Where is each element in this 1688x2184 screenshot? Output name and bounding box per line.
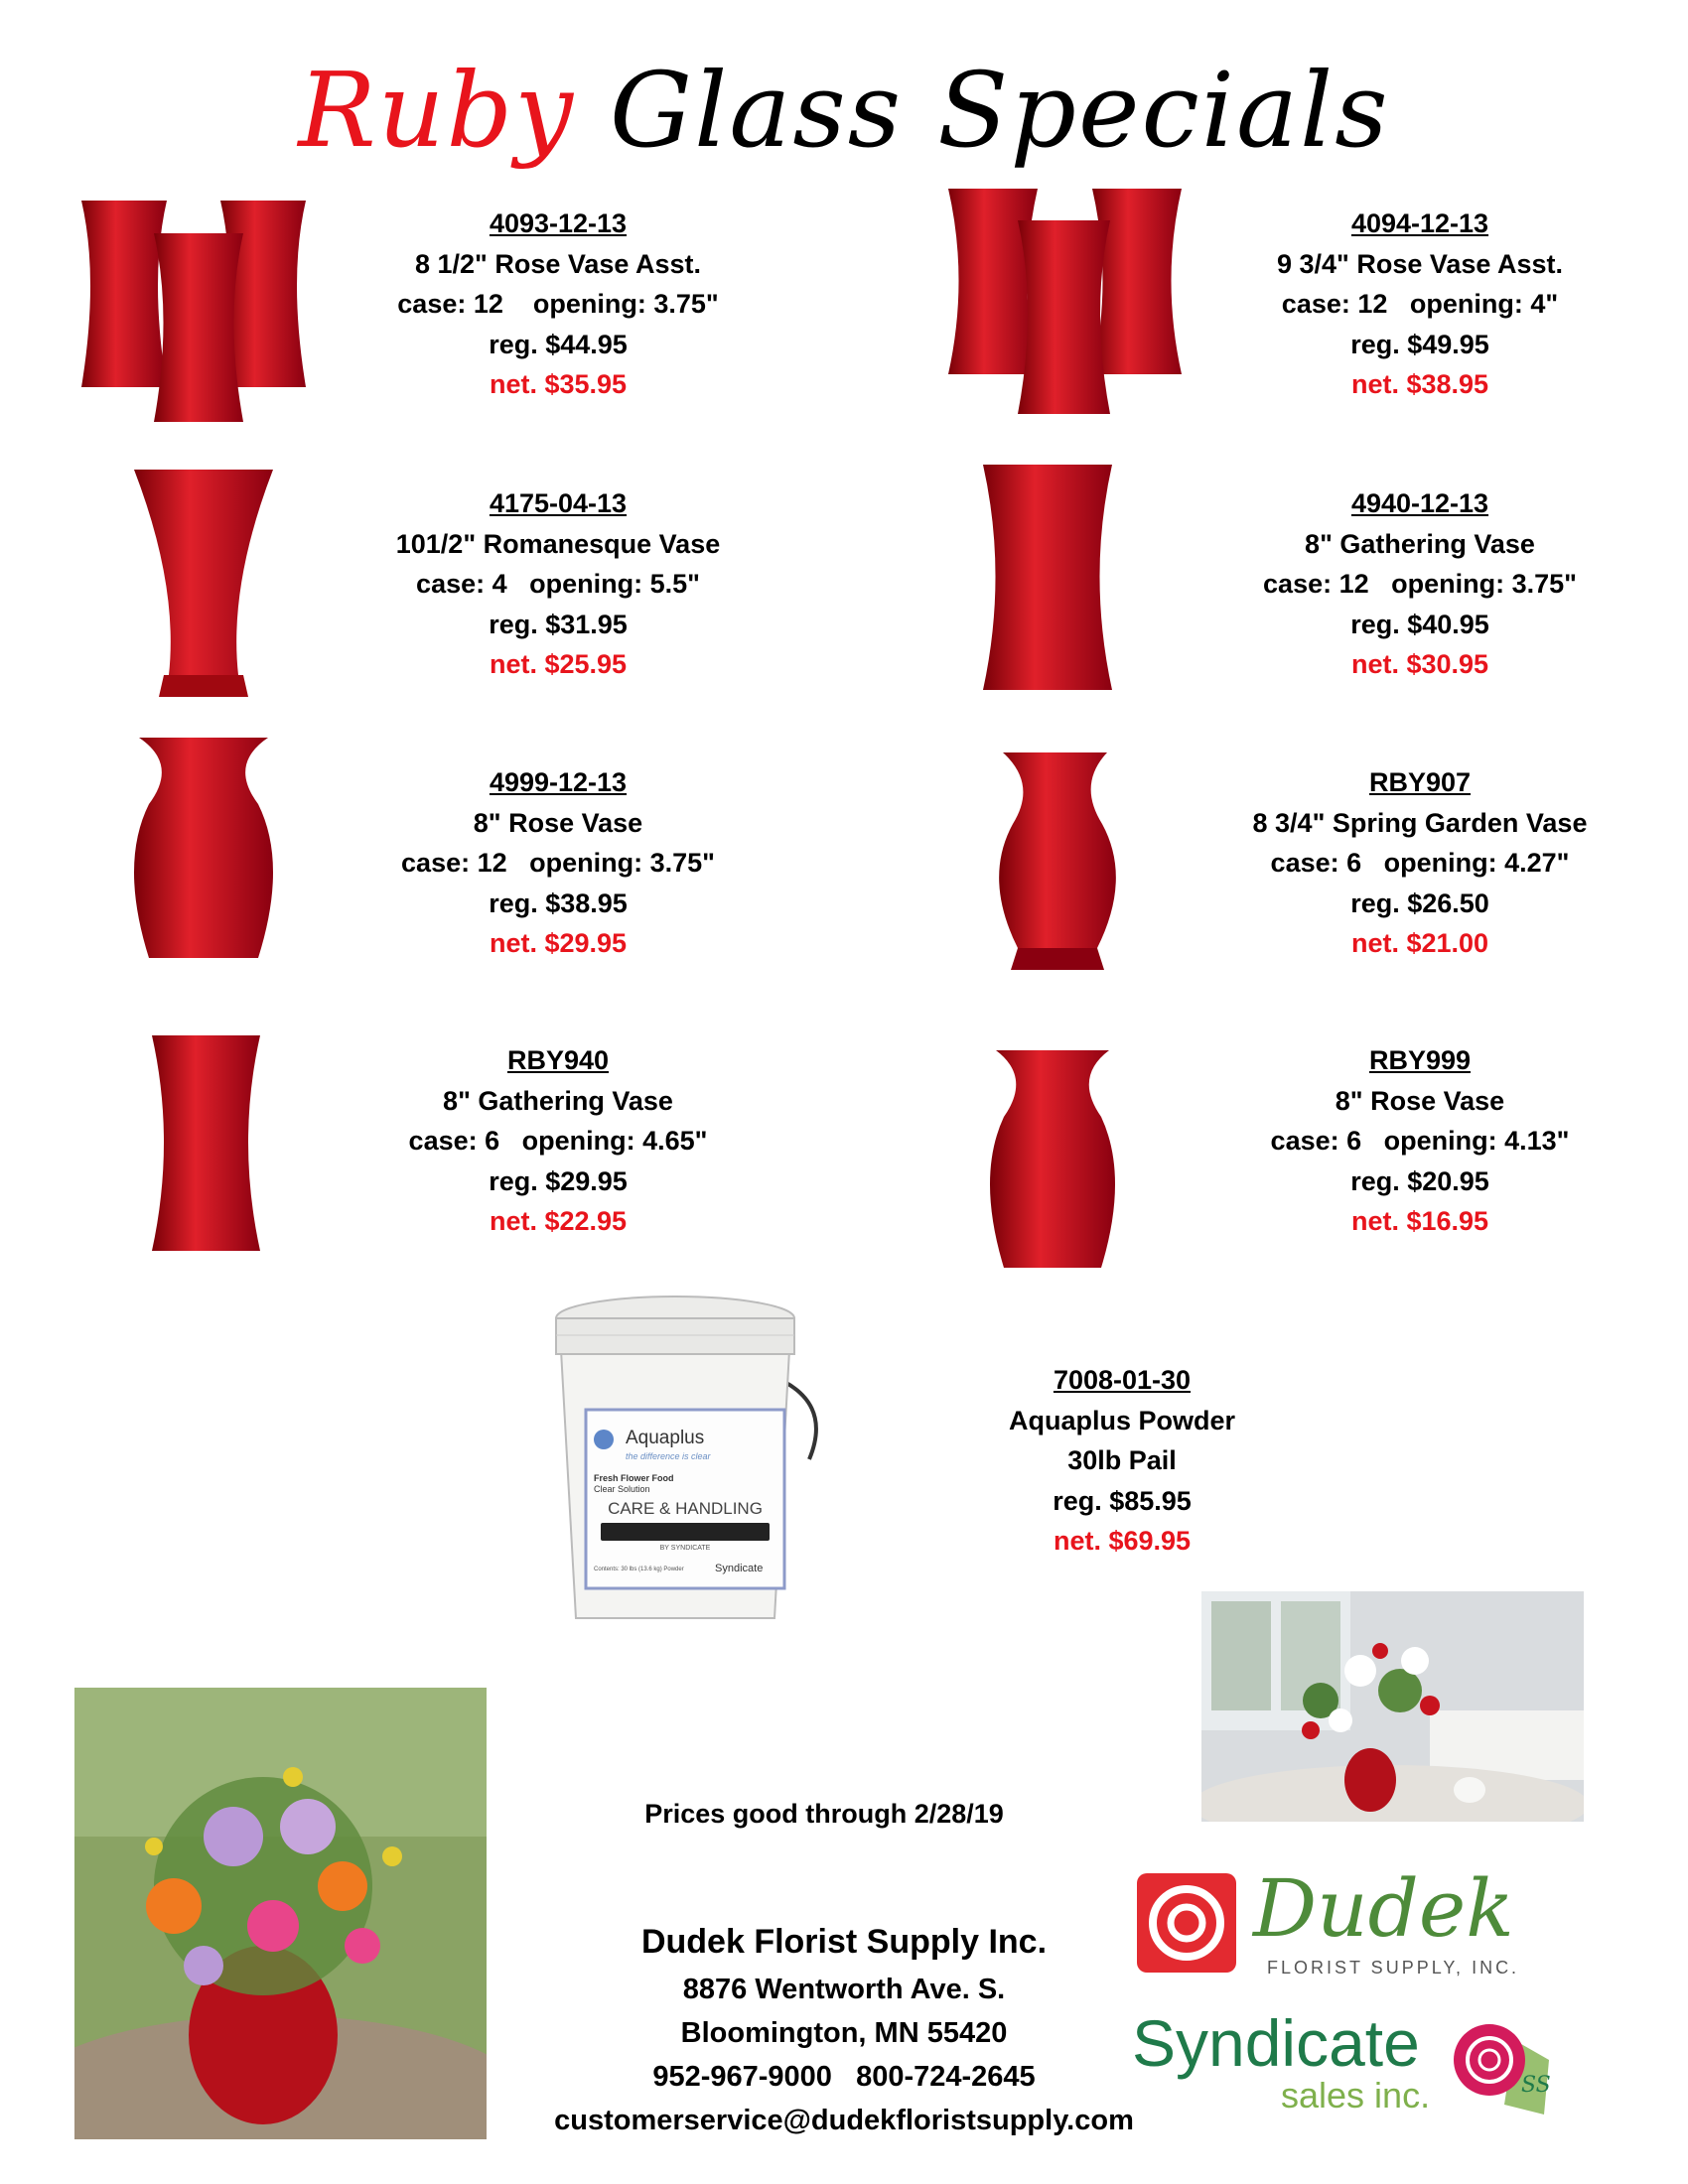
product-name: Aquaplus Powder <box>1008 1405 1236 1435</box>
arrangement-photo-table <box>1201 1591 1584 1822</box>
gathering-vase-image-4940 <box>978 462 1117 695</box>
spring-garden-vase-image <box>983 750 1132 973</box>
product-net-price: net. $29.95 <box>489 928 628 958</box>
product-case: case: 4 opening: 5.5" <box>416 569 700 599</box>
pail-label-drops <box>601 1523 770 1541</box>
product-4175 <box>320 483 796 685</box>
product-net-price: net. $25.95 <box>489 649 628 679</box>
price-validity-note: Prices good through 2/28/19 <box>644 1799 1004 1829</box>
product-reg-price: reg. $44.95 <box>489 329 628 359</box>
product-code: 4093-12-13 <box>489 208 628 238</box>
product-name: 9 3/4" Rose Vase Asst. <box>1277 248 1563 279</box>
product-case: case: 6 opening: 4.13" <box>1270 1126 1570 1156</box>
syndicate-logo-sub: sales inc. <box>1281 2075 1431 2116</box>
pail-label-brand: Aquaplus <box>626 1428 705 1448</box>
company-street: 8876 Wentworth Ave. S. <box>682 1974 1006 2005</box>
product-net-price: net. $16.95 <box>1350 1206 1489 1236</box>
syndicate-logo-name: Syndicate <box>1132 2006 1420 2080</box>
product-rby999 <box>1182 1040 1658 1242</box>
product-rby907 <box>1182 762 1658 964</box>
product-case: case: 12 opening: 4" <box>1281 289 1559 319</box>
product-code: RBY999 <box>1368 1045 1472 1075</box>
product-case: case: 12 opening: 3.75" <box>397 289 719 319</box>
product-reg-price: reg. $20.95 <box>1350 1165 1489 1196</box>
dudek-logo-name: Dudek <box>1253 1862 1514 1955</box>
pail-label-tagline: the difference is clear <box>626 1451 711 1461</box>
product-case: case: 12 opening: 3.75" <box>401 848 715 878</box>
pail-label-contents: Contents: 30 lbs (13.6 kg) Powder <box>594 1567 684 1572</box>
product-reg-price: reg. $31.95 <box>489 609 628 639</box>
arrangement-photo-outdoor <box>74 1688 487 2139</box>
rose-icon <box>1132 1868 1241 1978</box>
product-code: 4175-04-13 <box>489 488 628 518</box>
company-name: Dudek Florist Supply Inc. <box>640 1923 1048 1961</box>
product-reg-price: reg. $40.95 <box>1350 609 1489 639</box>
product-4093 <box>320 204 796 405</box>
pail-label-maker: Syndicate <box>715 1563 764 1574</box>
product-reg-price: reg. $49.95 <box>1350 329 1489 359</box>
product-4940 <box>1182 483 1658 685</box>
product-net-price: net. $21.00 <box>1350 928 1489 958</box>
product-rby940 <box>320 1040 796 1242</box>
company-city: Bloomington, MN 55420 <box>680 2017 1008 2049</box>
gathering-vase-image-rby940 <box>149 1032 263 1256</box>
product-name: 8 3/4" Spring Garden Vase <box>1252 807 1588 838</box>
product-7008 <box>884 1360 1360 1562</box>
product-code: 4940-12-13 <box>1350 488 1489 518</box>
title-word-rest: Glass Specials <box>610 50 1390 171</box>
product-name: 8" Gathering Vase <box>443 1085 673 1116</box>
product-case: case: 6 opening: 4.65" <box>408 1126 708 1156</box>
product-code: 4999-12-13 <box>489 767 628 797</box>
product-net-price: net. $22.95 <box>489 1206 628 1236</box>
title-word-ruby: Ruby <box>298 50 575 171</box>
product-case: case: 12 opening: 3.75" <box>1263 569 1577 599</box>
dudek-logo <box>1132 1862 1549 1978</box>
pail-label-care: CARE & HANDLING <box>608 1499 763 1518</box>
product-name: 8" Rose Vase <box>473 807 643 838</box>
pail-label-line2: Clear Solution <box>594 1484 650 1494</box>
product-code: 4094-12-13 <box>1350 208 1489 238</box>
page-title <box>0 50 1688 171</box>
product-net-price: net. $35.95 <box>489 369 628 399</box>
product-net-price: net. $30.95 <box>1350 649 1489 679</box>
product-net-price: net. $69.95 <box>1053 1526 1192 1556</box>
syndicate-badge: SS <box>1521 2073 1551 2098</box>
product-name: 8" Rose Vase <box>1335 1085 1505 1116</box>
vase-assortment-image-4094 <box>943 181 1201 419</box>
product-code: RBY940 <box>506 1045 610 1075</box>
dudek-logo-sub: FLORIST SUPPLY, INC. <box>1267 1958 1520 1978</box>
product-case: 30lb Pail <box>1067 1445 1177 1475</box>
romanesque-vase-image <box>129 467 278 700</box>
product-reg-price: reg. $85.95 <box>1053 1485 1192 1516</box>
syndicate-logo <box>1132 2005 1579 2124</box>
product-reg-price: reg. $29.95 <box>489 1165 628 1196</box>
product-case: case: 6 opening: 4.27" <box>1270 848 1570 878</box>
rose-vase-image-rby999 <box>978 1047 1127 1271</box>
aquaplus-pail-image <box>546 1291 834 1628</box>
product-4999 <box>320 762 796 964</box>
pail-label-by: BY SYNDICATE <box>659 1545 711 1552</box>
company-email: customerservice@dudekfloristsupply.com <box>554 2105 1134 2136</box>
vase-assortment-image-4093 <box>70 189 328 427</box>
product-code: RBY907 <box>1368 767 1472 797</box>
product-name: 8 1/2" Rose Vase Asst. <box>415 248 701 279</box>
syndicate-rose-icon <box>1445 2010 1554 2119</box>
rose-vase-image-4999 <box>119 735 288 963</box>
company-phones: 952-967-9000 800-724-2645 <box>652 2061 1036 2093</box>
company-address-block <box>496 1916 1192 2142</box>
product-net-price: net. $38.95 <box>1350 369 1489 399</box>
product-4094 <box>1182 204 1658 405</box>
pail-label-line1: Fresh Flower Food <box>594 1473 674 1483</box>
product-name: 8" Gathering Vase <box>1305 528 1535 559</box>
product-reg-price: reg. $38.95 <box>489 887 628 918</box>
product-reg-price: reg. $26.50 <box>1350 887 1489 918</box>
product-name: 101/2" Romanesque Vase <box>395 528 721 559</box>
product-code: 7008-01-30 <box>1053 1365 1192 1395</box>
